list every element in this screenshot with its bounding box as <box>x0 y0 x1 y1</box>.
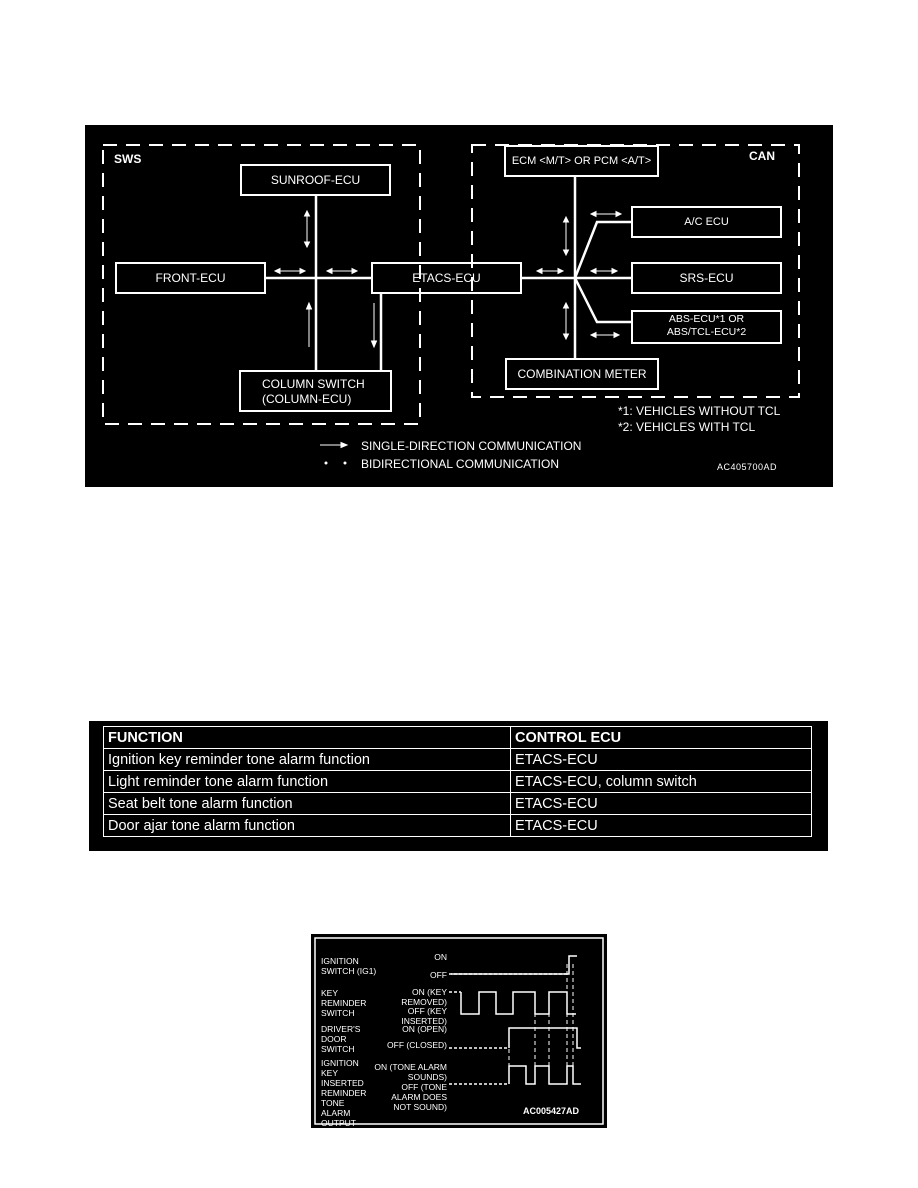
table-row <box>104 749 812 771</box>
timing-chart-code: AC005427AD <box>523 1106 580 1116</box>
function-cell: Seat belt tone alarm function <box>104 793 511 815</box>
door-on-label: ON (OPEN) <box>402 1024 447 1034</box>
note-2: *2: VEHICLES WITH TCL <box>618 420 756 434</box>
legend-bidirectional: BIDIRECTIONAL COMMUNICATION <box>361 457 560 471</box>
timing-chart <box>311 934 607 1128</box>
function-cell: Door ajar tone alarm function <box>104 815 511 837</box>
signal-drivers-door-switch: DRIVER'S DOOR SWITCH <box>321 1024 361 1054</box>
signal-key-reminder-switch: KEY REMINDER SWITCH <box>321 988 367 1018</box>
table-header-row <box>104 727 812 749</box>
function-table <box>103 726 812 837</box>
key-reminder-on-label: ON (KEY REMOVED) <box>401 987 447 1007</box>
legend-single-direction: SINGLE-DIRECTION COMMUNICATION <box>361 439 582 453</box>
door-off-label: OFF (CLOSED) <box>387 1040 447 1050</box>
table-row <box>104 815 812 837</box>
front-ecu-label: FRONT-ECU <box>155 271 226 285</box>
header-control-ecu: CONTROL ECU <box>511 727 812 749</box>
srs-ecu-label: SRS-ECU <box>679 271 734 285</box>
header-function: FUNCTION <box>104 727 511 749</box>
note-1: *1: VEHICLES WITHOUT TCL <box>618 404 781 418</box>
sunroof-ecu-label: SUNROOF-ECU <box>270 173 361 187</box>
control-ecu-cell: ETACS-ECU <box>511 793 812 815</box>
etacs-ecu-label: ETACS-ECU <box>412 271 481 285</box>
network-diagram <box>85 125 833 487</box>
sws-label: SWS <box>114 152 142 166</box>
control-ecu-cell: ETACS-ECU, column switch <box>511 771 812 793</box>
tone-off-label: OFF (TONE ALARM DOES NOT SOUND) <box>391 1082 447 1112</box>
ac-ecu-label: A/C ECU <box>684 216 729 228</box>
can-label: CAN <box>749 149 775 163</box>
ignition-off-label: OFF <box>430 970 447 980</box>
column-switch-label: COLUMN SWITCH <box>262 377 365 391</box>
function-cell: Light reminder tone alarm function <box>104 771 511 793</box>
ignition-on-label: ON <box>434 952 447 962</box>
signal-ignition-switch: IGNITION SWITCH (IG1) <box>321 956 377 976</box>
diagram-code: AC405700AD <box>717 462 778 472</box>
combination-meter-label: COMBINATION METER <box>517 367 647 381</box>
ecm-pcm-label: ECM <M/T> OR PCM <A/T> <box>511 155 652 167</box>
abs-ecu-label: ABS-ECU*1 OR <box>668 313 745 325</box>
control-ecu-cell: ETACS-ECU <box>511 749 812 771</box>
abs-tcl-ecu-label: ABS/TCL-ECU*2 <box>666 326 747 338</box>
function-cell: Ignition key reminder tone alarm function <box>104 749 511 771</box>
tone-on-label: ON (TONE ALARM SOUNDS) <box>374 1062 447 1082</box>
key-reminder-off-label: OFF (KEY INSERTED) <box>401 1006 447 1026</box>
table-row <box>104 771 812 793</box>
function-table-panel <box>89 721 828 851</box>
signal-tone-alarm-output: IGNITION KEY INSERTED REMINDER TONE ALARM OUTPUT <box>321 1058 367 1128</box>
column-ecu-label: (COLUMN-ECU) <box>262 392 352 406</box>
control-ecu-cell: ETACS-ECU <box>511 815 812 837</box>
table-row <box>104 793 812 815</box>
